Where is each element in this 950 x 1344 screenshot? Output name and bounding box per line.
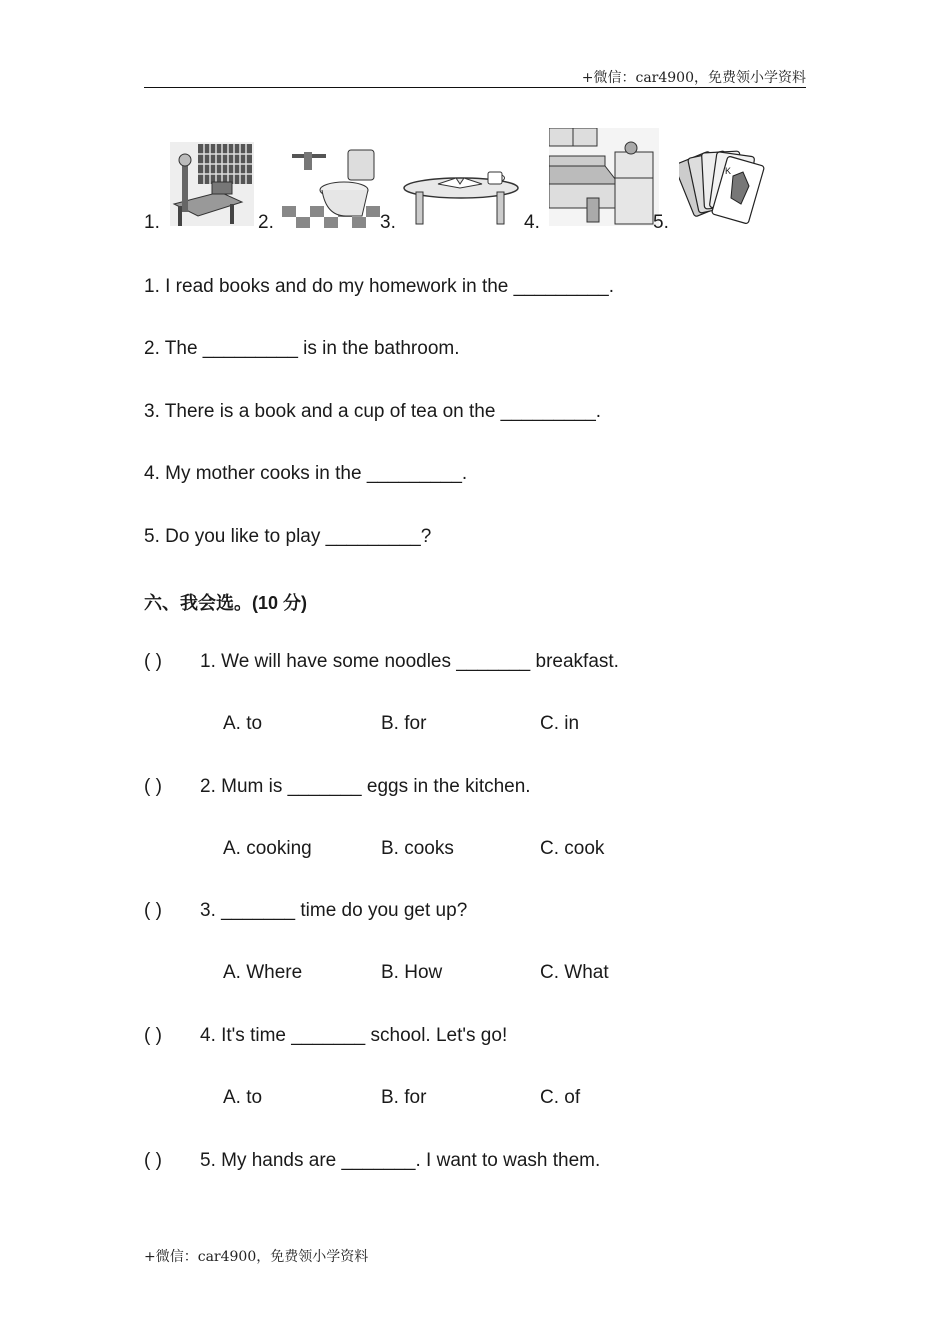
question-text: 5. My hands are _______. I want to wash them. <box>200 1150 601 1171</box>
option-c: C. cook <box>540 838 605 859</box>
fill-sentence: 3. There is a book and a cup of tea on the _________. <box>144 401 602 422</box>
kitchen-icon <box>549 128 659 226</box>
option-c: C. in <box>540 713 580 734</box>
picture-number: 2. <box>258 212 274 233</box>
option-a: A. Where <box>223 962 303 983</box>
fill-sentence: 2. The _________ is in the bathroom. <box>144 338 460 359</box>
answer-parentheses: ( ) <box>144 1025 162 1046</box>
section-title: 六、我会选。(10 分) <box>144 593 308 613</box>
fill-sentence: 1. I read books and do my homework in the _________. <box>144 276 615 297</box>
option-b: B. cooks <box>381 838 454 859</box>
svg-text:K: K <box>725 166 732 176</box>
question-text: 3. _______ time do you get up? <box>200 900 468 921</box>
option-a: A. cooking <box>223 838 312 859</box>
picture-number: 5. <box>653 212 669 233</box>
option-c: C. of <box>540 1087 581 1108</box>
question-text: 4. It's time _______ school. Let's go! <box>200 1025 508 1046</box>
answer-parentheses: ( ) <box>144 1150 162 1171</box>
fill-sentence: 4. My mother cooks in the _________. <box>144 463 468 484</box>
fill-sentence: 5. Do you like to play _________? <box>144 526 432 547</box>
picture-number: 4. <box>524 212 540 233</box>
study-room-icon <box>170 142 254 226</box>
footer-watermark-text: +微信：car4900，免费领小学资料 <box>144 1249 369 1265</box>
header-rule <box>144 87 806 88</box>
coffee-table-icon <box>402 170 520 226</box>
answer-parentheses: ( ) <box>144 900 162 921</box>
option-a: A. to <box>223 1087 263 1108</box>
option-b: B. for <box>381 713 427 734</box>
header-watermark-text: +微信：car4900，免费领小学资料 <box>581 70 806 86</box>
picture-number: 1. <box>144 212 160 233</box>
toilet-icon <box>282 146 380 228</box>
playing-cards-icon <box>679 146 767 228</box>
option-b: B. for <box>381 1087 427 1108</box>
option-c: C. What <box>540 962 609 983</box>
picture-row <box>144 126 806 236</box>
question-text: 2. Mum is _______ eggs in the kitchen. <box>200 776 531 797</box>
option-b: B. How <box>381 962 443 983</box>
option-a: A. to <box>223 713 263 734</box>
question-text: 1. We will have some noodles _______ breakfast. <box>200 651 619 672</box>
picture-number: 3. <box>380 212 396 233</box>
answer-parentheses: ( ) <box>144 651 162 672</box>
answer-parentheses: ( ) <box>144 776 162 797</box>
